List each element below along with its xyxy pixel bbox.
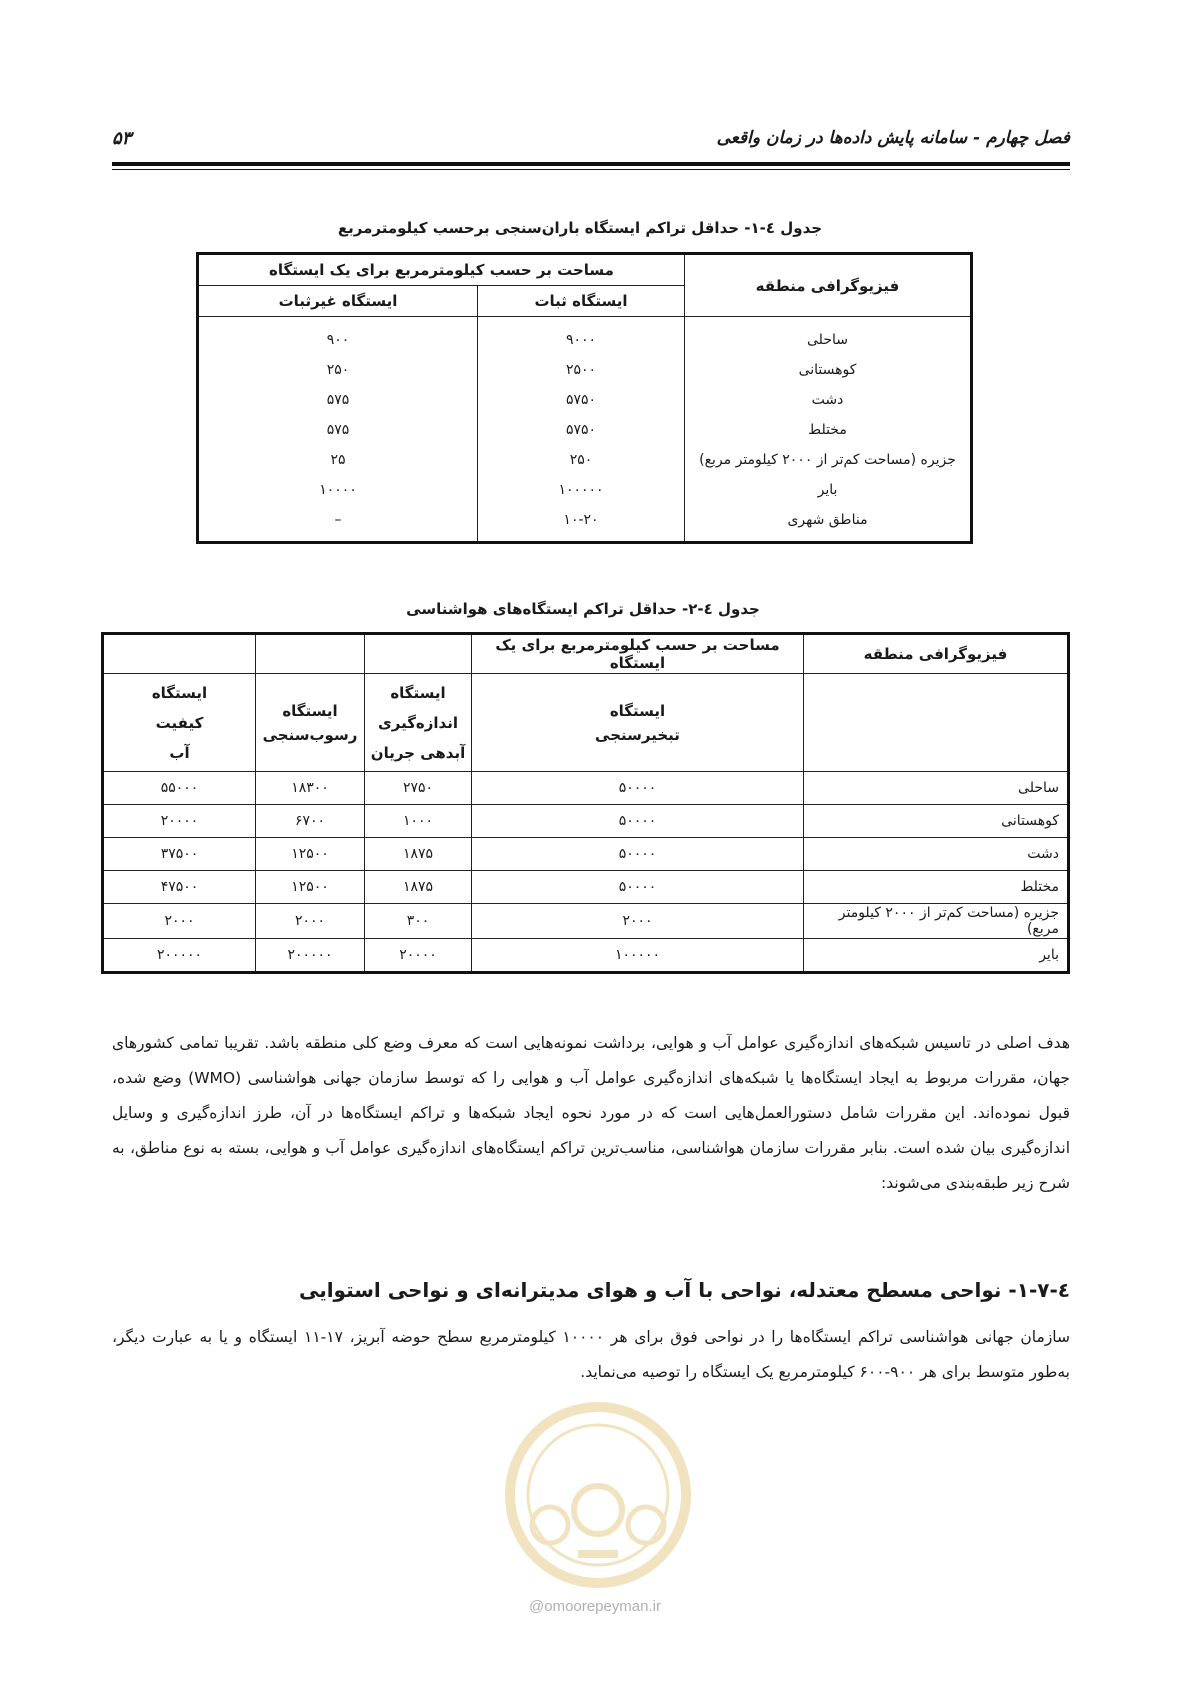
table1-nonfixed-cell: ۲۵۰ (326, 362, 350, 378)
table1-region-cell: دشت (811, 392, 844, 408)
table-row (103, 805, 1069, 838)
watermark-url: @omoorepeyman.ir (529, 1598, 661, 1615)
table2-header-sediment: ایستگاه رسوب‌سنجی (256, 674, 365, 772)
table-row (103, 871, 1069, 904)
header-rule-thick (112, 162, 1070, 166)
table2-header-blank (256, 634, 365, 674)
table2-header-blank (365, 634, 472, 674)
table2-cell-evap: ۵۰۰۰۰ (472, 772, 804, 805)
table-row (103, 838, 1069, 871)
table1-region-cell: کوهستانی (798, 362, 857, 378)
table2-cell-flow: ۳۰۰ (365, 904, 472, 939)
table2-header-quality: ایستگاه کیفیت آب (103, 674, 256, 772)
table1-caption: جدول ٤-١- حداقل تراکم ایستگاه باران‌سنجی برحسب کیلومترمربع (337, 219, 823, 237)
table2-cell-flow: ۱۸۷۵ (365, 838, 472, 871)
table2-header-blank (103, 634, 256, 674)
table2-cell-region: دشت (804, 838, 1069, 871)
section-heading: ٤-٧-١- نواحی مسطح معتدله، نواحی با آب و هوای مدیترانه‌ای و نواحی استوایی (298, 1278, 1070, 1302)
page-number: ۵۳ (112, 128, 132, 149)
table1-fixed-cell: ۵۷۵۰ (565, 422, 597, 438)
table1-nonfixed-cell: ۵۷۵ (326, 392, 350, 408)
table1-nonfixed-cell: ۱۰۰۰۰ (319, 482, 357, 498)
table2-cell-quality: ۲۰۰۰۰ (103, 805, 256, 838)
body-paragraph: هدف اصلی در تاسیس شبکه‌های اندازه‌گیری عوامل آب و هوایی، برداشت نمونه‌هایی است که معرف وضع کلی منطقه باشد. تقریبا تمامی کشورهای جهان، مقررات مربوط به ایجاد ایستگاه‌ها یا شبکه‌های اندازه‌گیری عوامل آب و هوایی را که توسط سازمان جهانی هواشناسی (WMO) وضع شده، قبول نموده‌اند. این مقررات شامل دستورالعمل‌هایی است که در مورد نحوه ایجاد شبکه‌ها و تراکم ایستگاه‌ها در آن، طرز اندازه‌گیری و وسایل اندازه‌گیری بیان شده است. بنابر مقررات سازمان هواشناسی، مناسب‌ترین تراکم ایستگاه‌های اندازه‌گیری عوامل آب و هوایی، بسته به نوع مناطق، به شرح زیر طبقه‌بندی می‌شوند: (112, 1034, 1071, 1192)
table2-cell-evap: ۵۰۰۰۰ (472, 805, 804, 838)
table2-cell-region: جزیره (مساحت کم‌تر از ۲۰۰۰ کیلومتر مربع) (804, 904, 1069, 939)
table1-nonfixed-cell: ۵۷۵ (326, 422, 350, 438)
header-rule-thin (112, 169, 1070, 170)
table2-cell-sed: ۲۰۰۰۰۰ (256, 939, 365, 973)
table2-cell-evap: ۵۰۰۰۰ (472, 871, 804, 904)
meteorological-station-density-table (101, 632, 1070, 974)
table1-fixed-column (478, 317, 685, 543)
table1-fixed-cell: ۱۰۰۰۰۰ (558, 482, 604, 498)
table2-cell-evap: ۱۰۰۰۰۰ (472, 939, 804, 973)
table2-cell-region: ساحلی (804, 772, 1069, 805)
table2-cell-sed: ۱۸۳۰۰ (256, 772, 365, 805)
table2-cell-flow: ۱۰۰۰ (365, 805, 472, 838)
table2-header-evaporation: ایستگاه تبخیرسنجی (472, 674, 804, 772)
page-header (112, 128, 1070, 154)
table1-region-cell: بایر (817, 482, 838, 498)
table2-cell-evap: ۵۰۰۰۰ (472, 838, 804, 871)
table1-fixed-cell: ۲۵۰ (569, 452, 593, 468)
table2-cell-evap: ۲۰۰۰ (472, 904, 804, 939)
table1-region-column (685, 317, 972, 543)
chapter-title: فصل چهارم - سامانه پایش داده‌ها در زمان واقعی (716, 128, 1070, 148)
table1-nonfixed-column (198, 317, 478, 543)
table2-cell-sed: ۶۷۰۰ (256, 805, 365, 838)
table1-region-cell: جزیره (مساحت کم‌تر از ۲۰۰۰ کیلومتر مربع) (699, 452, 956, 468)
table2-cell-sed: ۱۲۵۰۰ (256, 871, 365, 904)
table1-header-area-group: مساحت بر حسب کیلومترمربع برای یک ایستگاه (198, 254, 685, 286)
table2-header-area-group: مساحت بر حسب کیلومترمربع برای یک ایستگاه (472, 634, 804, 674)
table-row (103, 772, 1069, 805)
table1-fixed-cell: ۹۰۰۰ (565, 332, 597, 348)
table2-cell-quality: ۳۷۵۰۰ (103, 838, 256, 871)
table2-cell-region: بایر (804, 939, 1069, 973)
table2-cell-sed: ۱۲۵۰۰ (256, 838, 365, 871)
table1-nonfixed-cell: ۹۰۰ (326, 332, 350, 348)
table1-fixed-cell: ۲۵۰۰ (565, 362, 597, 378)
table2-header-region-blank (804, 674, 1069, 772)
table1-header-region: فیزیوگرافی منطقه (685, 254, 972, 317)
table2-caption: جدول ٤-٢- حداقل تراکم ایستگاه‌های هواشناسی (406, 600, 760, 618)
body-paragraph: سازمان جهانی هواشناسی تراکم ایستگاه‌ها را در نواحی فوق برای هر ۱۰۰۰۰ کیلومترمربع سطح حوضه آبریز، ۱۷-۱۱ ایستگاه و یا به عبارت دیگر، به‌طور متوسط برای هر ۹۰۰-۶۰۰ کیلومترمربع یک ایستگاه را توصیه می‌نماید. (112, 1328, 1071, 1381)
table2-cell-quality: ۲۰۰۰ (103, 904, 256, 939)
table2-cell-sed: ۲۰۰۰ (256, 904, 365, 939)
table2-header-region: فیزیوگرافی منطقه (804, 634, 1069, 674)
table2-cell-flow: ۲۰۰۰۰ (365, 939, 472, 973)
table2-cell-quality: ۲۰۰۰۰۰ (103, 939, 256, 973)
rain-gauge-density-table (196, 252, 973, 544)
table-row (103, 904, 1069, 939)
table2-cell-region: کوهستانی (804, 805, 1069, 838)
table2-cell-flow: ۲۷۵۰ (365, 772, 472, 805)
table2-cell-flow: ۱۸۷۵ (365, 871, 472, 904)
table2-cell-region: مختلط (804, 871, 1069, 904)
table1-region-cell: مختلط (808, 422, 847, 438)
table1-region-cell: ساحلی (807, 332, 848, 348)
table1-nonfixed-cell: ۲۵ (330, 452, 346, 468)
watermark-logo (488, 1400, 708, 1590)
table-row (103, 939, 1069, 973)
table2-cell-quality: ۵۵۰۰۰ (103, 772, 256, 805)
table1-header-fixed: ایستگاه ثبات (478, 286, 685, 317)
table1-region-cell: مناطق شهری (787, 512, 868, 528)
table1-fixed-cell: ۱۰-۲۰ (563, 512, 599, 528)
table2-cell-quality: ۴۷۵۰۰ (103, 871, 256, 904)
table1-header-nonfixed: ایستگاه غیرثبات (198, 286, 478, 317)
table1-fixed-cell: ۵۷۵۰ (565, 392, 597, 408)
table1-nonfixed-cell: – (334, 512, 342, 528)
table2-header-flow: ایستگاه اندازه‌گیری آبدهی جریان (365, 674, 472, 772)
